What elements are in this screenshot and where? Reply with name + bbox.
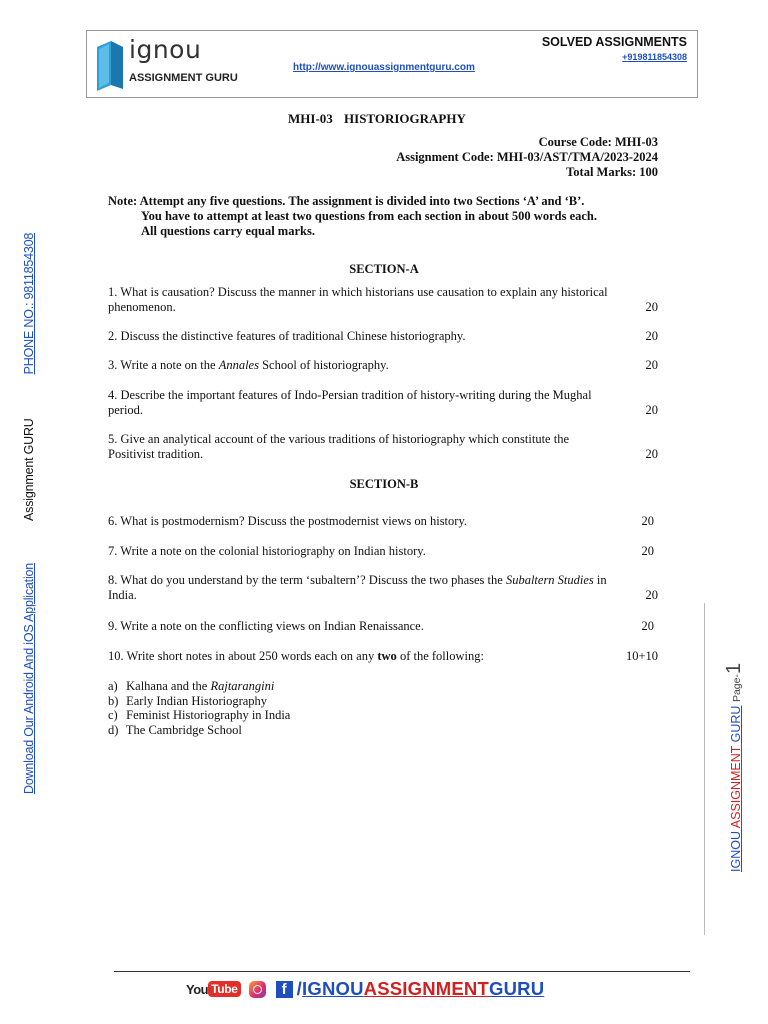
sidebar-guru[interactable]: GURU [729,705,743,746]
left-sidebar-text [22,233,36,794]
note-line-3: All questions carry equal marks. [141,224,315,238]
course-meta [396,135,658,180]
question-9: 9. Write a note on the conflicting views on Indian Renaissance. 20 [108,619,654,633]
instagram-icon[interactable] [249,981,266,998]
sidebar-brand: Assignment GURU [22,418,36,521]
course-title: MHI-03 HISTORIOGRAPHY [288,111,466,126]
question-3: 3. Write a note on the Annales School of historiography. 20 [108,358,658,372]
question-marks: 20 [645,329,658,343]
course-code: Course Code: MHI-03 [538,135,658,149]
question-10: 10. Write short notes in about 250 words each on any two of the following: 10+10 [108,649,658,663]
footer-social [186,978,544,1000]
logo-brand-text: ignou [129,35,202,64]
option-a: a) Kalhana and the Rajtarangini [108,679,275,693]
question-4: 4. Describe the important features of Indo-Persian tradition of history-writing during the Mughal period. 20 [108,388,658,417]
question-marks: 20 [641,514,654,528]
question-marks: 20 [645,447,658,461]
sidebar-phone-link[interactable]: PHONE NO.: 9811854308 [22,232,36,375]
note-line-1: Note: Attempt any five questions. The assignment is divided into two Sections ‘A’ and ‘B’. [108,194,585,208]
sidebar-assignment[interactable]: ASSIGNMENT [729,745,743,829]
question-marks: 20 [645,588,658,602]
header-box [86,30,698,98]
solved-assignments-title: SOLVED ASSIGNMENTS [541,35,687,49]
assignment-code: Assignment Code: MHI-03/AST/TMA/2023-2024 [396,150,658,164]
question-marks: 20 [641,619,654,633]
youtube-icon[interactable]: You Tube [186,981,241,997]
right-divider [704,603,705,935]
question-10-options [108,679,290,737]
page-number: 1 [723,662,745,675]
website-link[interactable]: http://www.ignouassignmentguru.com [293,62,475,73]
page-label: Page- [731,674,743,703]
question-1: 1. What is causation? Discuss the manner in which historians use causation to explain any historical phenomenon. 20 [108,285,658,314]
question-marks: 20 [641,544,654,558]
book-icon [95,39,125,91]
sidebar-ignou[interactable]: IGNOU [729,828,743,872]
social-handle[interactable]: /IGNOUASSIGNMENTGURU [296,978,545,999]
question-2: 2. Discuss the distinctive features of traditional Chinese historiography. 20 [108,329,658,343]
section-b-heading: SECTION-B [349,477,419,491]
question-marks: 20 [645,358,658,372]
logo-subtitle: ASSIGNMENT GURU [129,72,238,84]
facebook-icon[interactable]: f [276,981,293,998]
footer-divider [114,971,690,972]
question-7: 7. Write a note on the colonial historiography on Indian history. 20 [108,544,654,558]
question-5: 5. Give an analytical account of the various traditions of historiography which constitute the Positivist tradition. 20 [108,432,658,461]
question-8: 8. What do you understand by the term ‘subaltern’? Discuss the two phases the Subaltern Studies in India. 20 [108,573,658,602]
total-marks: Total Marks: 100 [566,165,658,179]
note-line-2: You have to attempt at least two questions from each section in about 500 words each. [141,209,597,223]
download-app-link[interactable]: Download Our Android And iOS Application [22,562,36,794]
option-d: d) The Cambridge School [108,722,242,737]
question-marks: 20 [645,403,658,417]
header-phone-link[interactable]: +919811854308 [622,52,687,62]
option-c: c) Feminist Historiography in India [108,708,291,722]
question-marks: 10+10 [625,649,658,663]
section-a-heading: SECTION-A [349,262,419,276]
option-b: b) Early Indian Historiography [108,693,268,708]
question-6: 6. What is postmodernism? Discuss the postmodernist views on history. 20 [108,514,654,528]
ignou-logo [95,37,255,93]
instructions-note [108,194,668,239]
right-sidebar-text [723,663,746,872]
question-marks: 20 [645,300,658,314]
